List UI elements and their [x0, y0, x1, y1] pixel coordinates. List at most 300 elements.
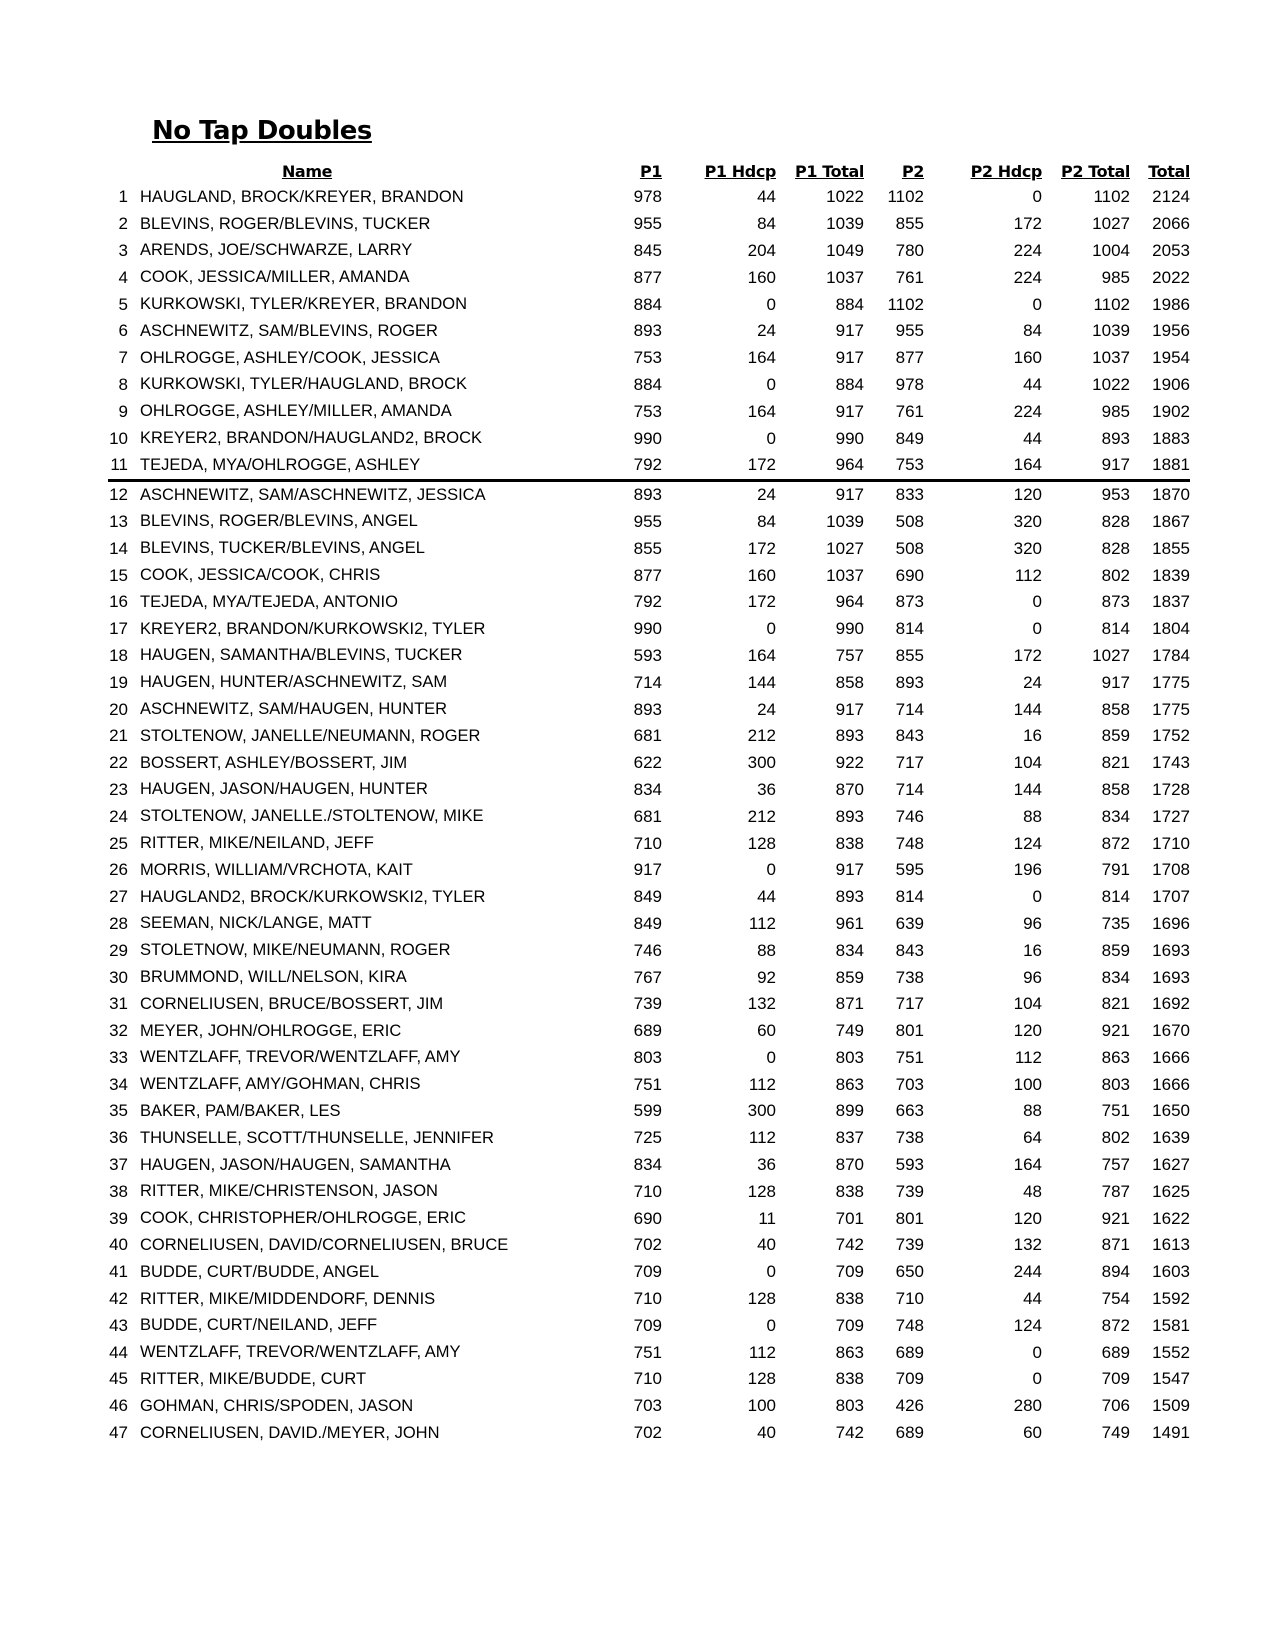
p1-total-cell: 990 [835, 619, 864, 639]
p2-hdcp-cell: 16 [1023, 726, 1042, 746]
p2-total-cell: 735 [1101, 913, 1130, 933]
rank-cell: 18 [109, 645, 128, 665]
table-row [108, 1205, 1190, 1232]
p1-hdcp-cell: 204 [747, 240, 776, 260]
p1-total-cell: 863 [835, 1074, 864, 1094]
name-cell: HAUGLAND2, BROCK/KURKOWSKI2, TYLER [140, 887, 486, 906]
p1-total-cell: 1037 [826, 267, 864, 287]
p1-hdcp-cell: 36 [757, 1155, 776, 1175]
total-cell: 1592 [1152, 1289, 1190, 1309]
p2-total-cell: 709 [1101, 1369, 1130, 1389]
p1-hdcp-cell: 88 [757, 940, 776, 960]
table-row [108, 857, 1190, 884]
p2-total-cell: 921 [1101, 1208, 1130, 1228]
p1-hdcp-cell: 0 [766, 428, 776, 448]
p1-hdcp-cell: 24 [757, 485, 776, 505]
total-cell: 1693 [1152, 940, 1190, 960]
p2-cell: 710 [895, 1289, 924, 1309]
p1-total-cell: 990 [835, 428, 864, 448]
total-cell: 1728 [1152, 779, 1190, 799]
name-cell: CORNELIUSEN, DAVID./MEYER, JOHN [140, 1423, 440, 1442]
rank-cell: 27 [109, 887, 128, 907]
p2-hdcp-cell: 224 [1013, 240, 1042, 260]
table-row [108, 1071, 1190, 1098]
p1-cell: 792 [588, 452, 688, 480]
table-row [108, 1259, 1190, 1286]
name-cell: BAKER, PAM/BAKER, LES [140, 1101, 341, 1120]
p1-cell: 767 [633, 967, 662, 987]
total-cell: 1906 [1152, 374, 1190, 394]
name-cell: COOK, JESSICA/COOK, CHRIS [140, 566, 381, 585]
name-cell: KURKOWSKI, TYLER/KREYER, BRANDON [140, 295, 468, 314]
p1-hdcp-cell: 0 [766, 1262, 776, 1282]
p1-total-cell: 899 [835, 1101, 864, 1121]
p2-total-cell: 859 [1101, 940, 1130, 960]
table-row [108, 669, 1190, 696]
p1-cell: 990 [633, 428, 662, 448]
p1-hdcp-cell: 112 [748, 1074, 776, 1094]
total-cell: 2053 [1152, 240, 1190, 260]
table-row [108, 884, 1190, 911]
name-cell: BLEVINS, TUCKER/BLEVINS, ANGEL [140, 539, 425, 558]
p2-cell: 761 [895, 267, 924, 287]
p1-total-cell: 964 [835, 592, 864, 612]
p1-cell: 751 [633, 1342, 662, 1362]
table-row [108, 1393, 1190, 1420]
rank-cell: 45 [109, 1369, 128, 1389]
p1-total-cell: 863 [835, 1342, 864, 1362]
total-cell: 1692 [1152, 994, 1190, 1014]
name-cell: HAUGEN, SAMANTHA/BLEVINS, TUCKER [140, 646, 463, 665]
p1-hdcp-cell: 44 [757, 187, 776, 207]
table-row [108, 643, 1190, 670]
p1-cell: 978 [633, 187, 662, 207]
p1-hdcp-cell: 40 [757, 1423, 776, 1443]
table-row [108, 911, 1190, 938]
p2-total-cell: 802 [1101, 565, 1130, 585]
p2-cell: 689 [895, 1423, 924, 1443]
rank-cell: 23 [109, 779, 128, 799]
p2-hdcp-cell: 16 [1023, 940, 1042, 960]
p2-hdcp-cell: 320 [1013, 538, 1042, 558]
p2-total-cell: 1102 [1093, 187, 1130, 207]
p2-cell: 849 [895, 428, 924, 448]
page-title: No Tap Doubles [152, 116, 372, 146]
p2-cell: 814 [895, 887, 924, 907]
name-cell: ASCHNEWITZ, SAM/ASCHNEWITZ, JESSICA [140, 485, 486, 504]
name-cell: RITTER, MIKE/NEILAND, JEFF [140, 834, 374, 853]
p1-hdcp-cell: 172 [747, 538, 776, 558]
p2-cell: 663 [895, 1101, 924, 1121]
rank-cell: 29 [109, 940, 128, 960]
p1-cell: 834 [633, 779, 662, 799]
p1-hdcp-cell: 100 [747, 1396, 776, 1416]
p1-cell: 834 [633, 1155, 662, 1175]
p1-cell: 753 [633, 401, 662, 421]
p2-total-cell: 894 [1101, 1262, 1130, 1282]
p2-cell: 780 [895, 240, 924, 260]
name-cell: KREYER2, BRANDON/KURKOWSKI2, TYLER [140, 619, 486, 638]
name-cell: BUDDE, CURT/NEILAND, JEFF [140, 1316, 378, 1335]
name-cell: ASCHNEWITZ, SAM/BLEVINS, ROGER [140, 321, 438, 340]
p2-cell: 855 [895, 214, 924, 234]
p2-cell: 761 [895, 401, 924, 421]
rank-cell: 7 [118, 348, 128, 368]
p2-hdcp-cell: 144 [1013, 699, 1042, 719]
total-cell: 1881 [1130, 452, 1190, 480]
p1-total-cell: 803 [835, 1047, 864, 1067]
rank-cell: 21 [109, 726, 128, 746]
table-row [108, 372, 1190, 399]
name-cell: CORNELIUSEN, BRUCE/BOSSERT, JIM [140, 994, 444, 1013]
table-row [108, 535, 1190, 562]
table-row [108, 616, 1190, 643]
rank-cell: 30 [109, 967, 128, 987]
total-cell: 1650 [1152, 1101, 1190, 1121]
p1-total-cell: 858 [835, 672, 864, 692]
p1-total-cell: 742 [835, 1235, 864, 1255]
p2-total-cell: 921 [1101, 1021, 1130, 1041]
p2-total-cell: 859 [1101, 726, 1130, 746]
p1-cell: 845 [633, 240, 662, 260]
rank-cell: 20 [109, 699, 128, 719]
p2-cell: 843 [895, 940, 924, 960]
name-cell: WENTZLAFF, TREVOR/WENTZLAFF, AMY [140, 1343, 461, 1362]
p1-hdcp-cell: 128 [747, 1289, 776, 1309]
p2-total-cell: 834 [1101, 806, 1130, 826]
table-row [108, 480, 1190, 508]
p1-total-cell: 870 [835, 779, 864, 799]
p1-hdcp-cell: 128 [747, 833, 776, 853]
rank-cell: 26 [109, 860, 128, 880]
p1-total-cell: 917 [835, 860, 864, 880]
name-cell: HAUGEN, HUNTER/ASCHNEWITZ, SAM [140, 673, 448, 692]
name-cell: OHLROGGE, ASHLEY/COOK, JESSICA [140, 348, 440, 367]
name-cell: RITTER, MIKE/MIDDENDORF, DENNIS [140, 1289, 436, 1308]
p1-cell: 955 [633, 511, 662, 531]
p1-hdcp-cell: 0 [766, 374, 776, 394]
p1-cell: 593 [633, 645, 662, 665]
p1-hdcp-cell: 112 [748, 1342, 776, 1362]
table-row [108, 509, 1190, 536]
p1-hdcp-cell: 0 [766, 860, 776, 880]
p1-cell: 849 [633, 887, 662, 907]
table-row [108, 425, 1190, 452]
p2-cell: 709 [895, 1369, 924, 1389]
p2-cell: 689 [895, 1342, 924, 1362]
p1-hdcp-cell: 164 [747, 348, 776, 368]
total-cell: 1902 [1152, 401, 1190, 421]
name-cell: HAUGLAND, BROCK/KREYER, BRANDON [140, 187, 464, 206]
p2-cell: 746 [895, 806, 924, 826]
total-cell: 1581 [1152, 1315, 1190, 1335]
p1-cell: 690 [633, 1208, 662, 1228]
p1-total-cell: 917 [835, 401, 864, 421]
total-cell: 1707 [1152, 887, 1190, 907]
table-row [108, 452, 1190, 480]
name-cell: RITTER, MIKE/BUDDE, CURT [140, 1369, 367, 1388]
rank-cell: 6 [118, 321, 128, 341]
name-cell: STOLETNOW, MIKE/NEUMANN, ROGER [140, 941, 451, 960]
p2-total-cell: 1022 [1092, 374, 1130, 394]
p1-hdcp-cell: 128 [747, 1181, 776, 1201]
p2-hdcp-cell: 224 [1013, 267, 1042, 287]
rank-cell: 47 [109, 1423, 128, 1443]
rank-cell: 22 [109, 753, 128, 773]
rank-cell: 14 [109, 538, 128, 558]
rank-cell: 8 [118, 374, 128, 394]
rank-cell: 39 [109, 1208, 128, 1228]
p1-total-cell: 838 [835, 1181, 864, 1201]
rank-cell: 24 [109, 806, 128, 826]
p2-total-cell: 858 [1101, 699, 1130, 719]
table-row [108, 1366, 1190, 1393]
name-cell: THUNSELLE, SCOTT/THUNSELLE, JENNIFER [140, 1128, 494, 1147]
p2-total-cell: 872 [1101, 1315, 1130, 1335]
total-cell: 1509 [1152, 1396, 1190, 1416]
p2-hdcp-cell: 320 [1013, 511, 1042, 531]
name-cell: TEJEDA, MYA/OHLROGGE, ASHLEY [136, 452, 588, 480]
p2-cell: 714 [895, 699, 924, 719]
p1-total-cell: 964 [776, 452, 864, 480]
p2-cell: 801 [895, 1208, 924, 1228]
p1-total-cell: 803 [835, 1396, 864, 1416]
p1-total-cell: 742 [835, 1423, 864, 1443]
p2-cell: 508 [895, 538, 924, 558]
p2-total-header: P2 Total [1061, 161, 1130, 181]
rank-cell: 41 [109, 1262, 128, 1282]
p2-cell: 639 [895, 913, 924, 933]
p2-hdcp-cell: 0 [1032, 294, 1042, 314]
rank-cell: 13 [109, 511, 128, 531]
total-cell: 1743 [1152, 753, 1190, 773]
total-cell: 1710 [1152, 833, 1190, 853]
p2-cell: 717 [895, 994, 924, 1014]
p2-hdcp-cell: 144 [1013, 779, 1042, 799]
p2-hdcp-cell: 172 [1013, 214, 1042, 234]
p1-hdcp-cell: 160 [747, 267, 776, 287]
p1-cell: 893 [633, 321, 662, 341]
p1-total-cell: 1039 [826, 214, 864, 234]
name-cell: KURKOWSKI, TYLER/HAUGLAND, BROCK [140, 375, 468, 394]
p1-hdcp-cell: 144 [747, 672, 776, 692]
name-cell: RITTER, MIKE/CHRISTENSON, JASON [140, 1182, 438, 1201]
p2-hdcp-cell: 64 [1023, 1128, 1042, 1148]
name-cell: HAUGEN, JASON/HAUGEN, HUNTER [140, 780, 428, 799]
p2-cell: 738 [895, 1128, 924, 1148]
p1-cell: 792 [633, 592, 662, 612]
total-cell: 1627 [1152, 1155, 1190, 1175]
rank-cell: 12 [109, 485, 128, 505]
p2-total-cell: 1102 [1093, 294, 1130, 314]
p2-total-cell: 917 [1042, 452, 1130, 480]
p2-cell: 1102 [887, 187, 924, 207]
p1-hdcp-cell: 92 [757, 967, 776, 987]
p2-cell: 748 [895, 833, 924, 853]
table-row [108, 964, 1190, 991]
p1-total-cell: 917 [835, 485, 864, 505]
table-row [108, 211, 1190, 238]
p1-hdcp-cell: 112 [748, 913, 776, 933]
total-cell: 1752 [1152, 726, 1190, 746]
rank-cell: 42 [109, 1289, 128, 1309]
name-cell: TEJEDA, MYA/TEJEDA, ANTONIO [140, 592, 398, 611]
p2-total-cell: 706 [1101, 1396, 1130, 1416]
p2-hdcp-cell: 100 [1013, 1074, 1042, 1094]
name-cell: WENTZLAFF, AMY/GOHMAN, CHRIS [140, 1075, 421, 1094]
p1-hdcp-cell: 44 [757, 887, 776, 907]
p1-cell: 702 [633, 1235, 662, 1255]
p2-hdcp-cell: 164 [954, 452, 1042, 480]
p2-hdcp-cell: 112 [1014, 1047, 1042, 1067]
p2-hdcp-cell: 0 [1032, 187, 1042, 207]
rank-cell: 19 [109, 672, 128, 692]
p2-hdcp-cell: 280 [1013, 1396, 1042, 1416]
p1-cell: 622 [633, 753, 662, 773]
p1-total-cell: 838 [835, 833, 864, 853]
rank-cell: 3 [118, 240, 128, 260]
name-cell: BOSSERT, ASHLEY/BOSSERT, JIM [140, 753, 408, 772]
p1-total-cell: 1039 [826, 511, 864, 531]
rank-cell: 44 [109, 1342, 128, 1362]
rank-cell: 15 [109, 565, 128, 585]
p1-total-cell: 871 [835, 994, 864, 1014]
rank-cell: 25 [109, 833, 128, 853]
p1-total-cell: 838 [835, 1369, 864, 1389]
p1-total-cell: 884 [835, 374, 864, 394]
p2-hdcp-cell: 172 [1013, 645, 1042, 665]
total-cell: 1613 [1152, 1235, 1190, 1255]
name-cell: OHLROGGE, ASHLEY/MILLER, AMANDA [140, 402, 452, 421]
p2-cell: 703 [895, 1074, 924, 1094]
p1-cell: 725 [633, 1128, 662, 1148]
p2-total-cell: 749 [1101, 1423, 1130, 1443]
total-cell: 2066 [1152, 214, 1190, 234]
total-cell: 1867 [1152, 511, 1190, 531]
p2-hdcp-cell: 0 [1032, 1342, 1042, 1362]
header-row [108, 158, 1190, 184]
p1-cell: 877 [633, 565, 662, 585]
total-cell: 1870 [1152, 485, 1190, 505]
table-row [108, 937, 1190, 964]
p2-hdcp-cell: 60 [1023, 1423, 1042, 1443]
table-row [108, 1045, 1190, 1072]
p2-total-cell: 1004 [1092, 240, 1130, 260]
p2-hdcp-cell: 0 [1032, 592, 1042, 612]
p2-hdcp-cell: 124 [1013, 1315, 1042, 1335]
p2-hdcp-cell: 0 [1032, 1369, 1042, 1389]
total-cell: 1547 [1152, 1369, 1190, 1389]
p2-cell: 714 [895, 779, 924, 799]
p2-total-cell: 1027 [1092, 214, 1130, 234]
p2-hdcp-cell: 104 [1013, 994, 1042, 1014]
total-cell: 1693 [1152, 967, 1190, 987]
p2-cell: 739 [895, 1235, 924, 1255]
p2-hdcp-cell: 24 [1023, 672, 1042, 692]
name-cell: SEEMAN, NICK/LANGE, MATT [140, 914, 372, 933]
total-cell: 1804 [1152, 619, 1190, 639]
total-cell: 1956 [1152, 321, 1190, 341]
p1-cell: 893 [633, 699, 662, 719]
p2-total-cell: 873 [1101, 592, 1130, 612]
total-cell: 1839 [1152, 565, 1190, 585]
p2-total-cell: 791 [1101, 860, 1130, 880]
p1-total-header: P1 Total [795, 161, 864, 181]
p2-total-cell: 863 [1101, 1047, 1130, 1067]
name-cell: BRUMMOND, WILL/NELSON, KIRA [140, 968, 407, 986]
p2-total-cell: 689 [1101, 1342, 1130, 1362]
p2-hdcp-header: P2 Hdcp [970, 161, 1042, 181]
p1-total-cell: 859 [835, 967, 864, 987]
p2-total-cell: 1039 [1092, 321, 1130, 341]
p1-hdcp-cell: 84 [757, 511, 776, 531]
p1-cell: 681 [633, 726, 662, 746]
table-row [108, 830, 1190, 857]
table-row [108, 589, 1190, 616]
table-row [108, 750, 1190, 777]
table-row [108, 1420, 1190, 1447]
p2-cell: 843 [895, 726, 924, 746]
p2-hdcp-cell: 164 [1013, 1155, 1042, 1175]
p2-total-cell: 757 [1101, 1155, 1130, 1175]
p1-total-cell: 701 [835, 1208, 864, 1228]
p2-cell: 751 [895, 1047, 924, 1067]
p2-total-cell: 754 [1101, 1289, 1130, 1309]
total-cell: 1837 [1152, 592, 1190, 612]
p1-cell: 990 [633, 619, 662, 639]
p1-cell: 709 [633, 1315, 662, 1335]
rank-header [108, 158, 136, 184]
p2-cell: 873 [895, 592, 924, 612]
rank-cell: 1 [118, 187, 128, 207]
p2-cell: 426 [895, 1396, 924, 1416]
p1-hdcp-cell: 172 [688, 452, 776, 480]
p1-hdcp-header: P1 Hdcp [704, 161, 776, 181]
p1-total-cell: 893 [835, 726, 864, 746]
p1-total-cell: 709 [835, 1262, 864, 1282]
rank-cell: 36 [109, 1128, 128, 1148]
p1-cell: 884 [633, 294, 662, 314]
name-cell: ARENDS, JOE/SCHWARZE, LARRY [140, 241, 413, 260]
p1-cell: 751 [633, 1074, 662, 1094]
p2-total-cell: 814 [1101, 887, 1130, 907]
p2-hdcp-cell: 244 [1013, 1262, 1042, 1282]
name-cell: GOHMAN, CHRIS/SPODEN, JASON [140, 1396, 414, 1415]
results-body [108, 184, 1190, 1446]
p1-total-cell: 709 [835, 1315, 864, 1335]
p2-header: P2 [901, 161, 924, 181]
name-cell: HAUGEN, JASON/HAUGEN, SAMANTHA [140, 1155, 451, 1174]
p2-cell: 814 [895, 619, 924, 639]
total-cell: 1855 [1152, 538, 1190, 558]
p2-total-cell: 871 [1101, 1235, 1130, 1255]
total-header: Total [1148, 161, 1190, 181]
p2-cell: 508 [895, 511, 924, 531]
total-cell: 1666 [1152, 1047, 1190, 1067]
total-cell: 1883 [1152, 428, 1190, 448]
table-row [108, 1125, 1190, 1152]
p1-hdcp-cell: 164 [747, 645, 776, 665]
table-row [108, 803, 1190, 830]
p2-cell: 595 [895, 860, 924, 880]
rank-cell: 31 [109, 994, 128, 1014]
p2-cell: 717 [895, 753, 924, 773]
table-row [108, 1286, 1190, 1313]
p1-total-cell: 757 [835, 645, 864, 665]
rank-cell: 28 [109, 913, 128, 933]
p1-hdcp-cell: 132 [747, 994, 776, 1014]
table-row [108, 777, 1190, 804]
